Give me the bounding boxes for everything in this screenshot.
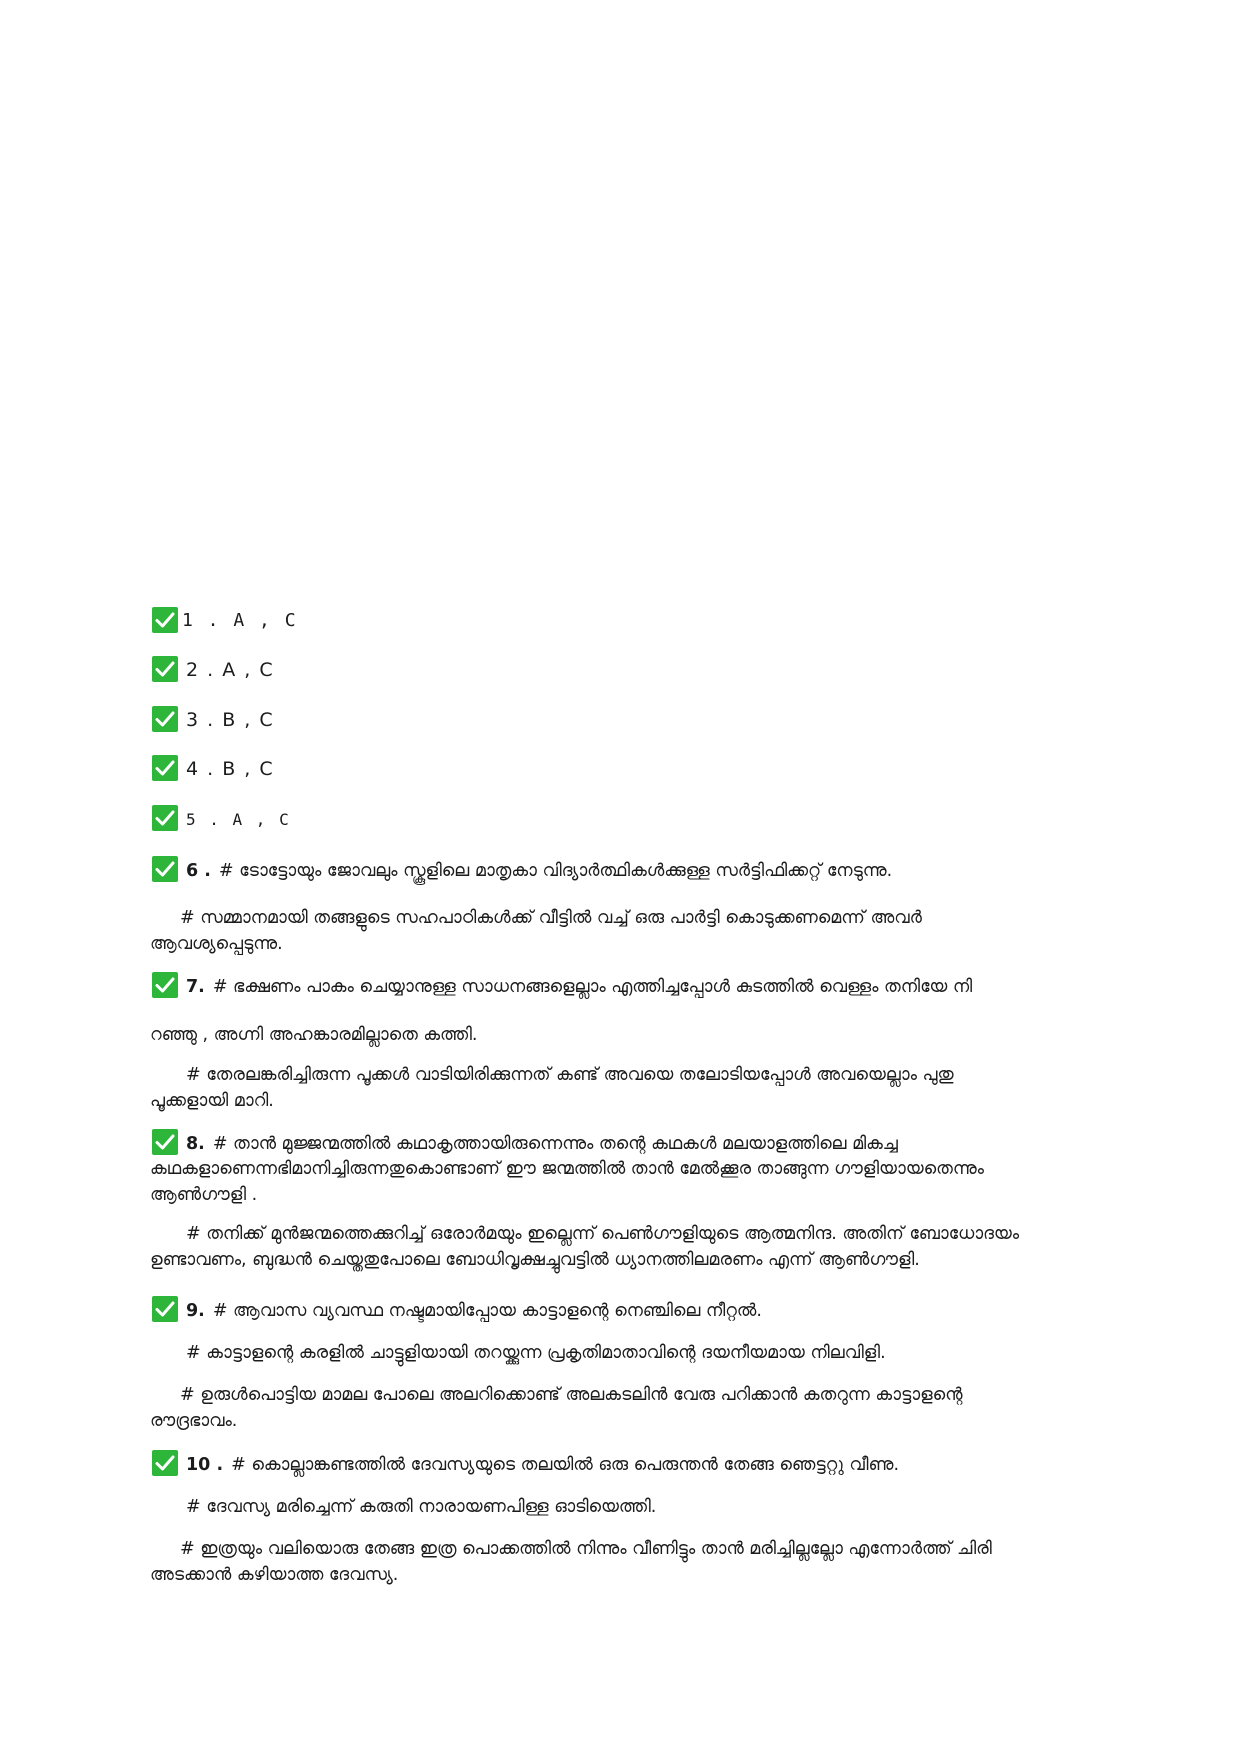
check-box-icon (152, 706, 178, 732)
answer-8-number: 8. (186, 1134, 205, 1154)
check-box-icon (152, 856, 178, 882)
check-box-icon (152, 607, 178, 633)
answer-9-line-1: 9. # ആവാസ വ്യവസ്ഥ നഷ്ടമായിപ്പോയ കാട്ടാളന്റെ നെഞ്ചിലെ നീറ്റൽ. (186, 1301, 762, 1321)
answer-4: 4 . B , C (186, 758, 275, 780)
answer-10-line-3: # ഇത്രയും വലിയൊരു തേങ്ങ ഇത്ര പൊക്കത്തിൽ നിന്നും വീണിട്ടും താൻ മരിച്ചില്ലല്ലോ എന്നോർത്ത് ചിരി (180, 1539, 992, 1559)
answer-7-number: 7. (186, 977, 205, 997)
answer-10-line-2: # ദേവസ്യ മരിച്ചെന്ന് കരുതി നാരായണപിള്ള ഓടിയെത്തി. (186, 1497, 657, 1517)
answer-8-line-1: 8. # താൻ മുജ്ജന്മത്തിൽ കഥാകൃത്തായിരുന്നെന്നും തന്റെ കഥകൾ മലയാളത്തിലെ മികച്ച (186, 1134, 898, 1154)
answer-7-line-1: 7. # ഭക്ഷണം പാകം ചെയ്യാനുള്ള സാധനങ്ങളെല്ലാം എത്തിച്ചപ്പോൾ കുടത്തിൽ വെള്ളം തനിയേ നി (186, 977, 973, 997)
answer-8-line-2: കഥകളാണെന്നഭിമാനിച്ചിരുന്നതുകൊണ്ടാണ് ഈ ജന്മത്തിൽ താൻ മേൽക്കൂര താങ്ങുന്ന ഗൗളിയായതെന്നും (150, 1159, 985, 1179)
answer-3: 3 . B , C (186, 709, 275, 731)
answer-1: 1 . A , C (182, 610, 298, 631)
answer-9-number: 9. (186, 1301, 205, 1321)
answer-6-line-1: 6 . # ടോട്ടോയും ജോവലും സ്കൂളിലെ മാതൃകാ വിദ്യാർത്ഥികൾക്കുള്ള സർട്ടിഫിക്കറ്റ് നേടുന്നു. (186, 861, 893, 881)
answer-7-line-4: പൂക്കളായി മാറി. (150, 1091, 274, 1111)
answer-8-line-5: ഉണ്ടാവണം, ബുദ്ധൻ ചെയ്തതുപോലെ ബോധിവൃക്ഷച്ചുവട്ടിൽ ധ്യാനത്തിലമരണം എന്ന് ആൺഗൗളി. (150, 1250, 920, 1270)
answer-8-line-3: ആൺഗൗളി . (150, 1185, 258, 1205)
answer-5: 5 . A , C (186, 810, 291, 829)
answer-6-line-3: ആവശ്യപ്പെടുന്നു. (150, 934, 283, 954)
answer-7-line-3: # തേരലങ്കരിച്ചിരുന്ന പൂക്കൾ വാടിയിരിക്കുന്നത് കണ്ട് അവയെ തലോടിയപ്പോൾ അവയെല്ലാം പുതു (186, 1065, 954, 1085)
answer-9-line-3: # ഉരുൾപൊട്ടിയ മാമല പോലെ അലറിക്കൊണ്ട് അലകടലിൻ വേരു പറിക്കാൻ കതറുന്ന കാട്ടാളന്റെ (180, 1385, 963, 1405)
answer-10-line-1: 10 . # കൊല്ലാങ്കണ്ടത്തിൽ ദേവസ്യയുടെ തലയിൽ ഒരു പെരുന്തൻ തേങ്ങ ഞെട്ടറ്റു വീണു. (186, 1455, 900, 1475)
answer-10-line-4: അടക്കാൻ കഴിയാത്ത ദേവസ്യ. (150, 1565, 399, 1585)
answer-10-number: 10 . (186, 1455, 224, 1475)
check-box-icon (152, 1450, 178, 1476)
answer-9-line-4: രൗദ്രഭാവം. (150, 1411, 238, 1431)
answer-6-line-2: # സമ്മാനമായി തങ്ങളുടെ സഹപാഠികൾക്ക് വീട്ടിൽ വച്ച് ഒരു പാർട്ടി കൊടുക്കണമെന്ന് അവർ (180, 908, 922, 928)
answer-9-line-2: # കാട്ടാളന്റെ കരളിൽ ചാട്ടുളിയായി തറയ്ക്കുന്ന പ്രകൃതിമാതാവിന്റെ ദയനീയമായ നിലവിളി. (186, 1343, 886, 1363)
check-box-icon (152, 1296, 178, 1322)
answer-6-number: 6 . (186, 861, 211, 881)
answer-7-line-2: റഞ്ഞു , അഗ്നി അഹങ്കാരമില്ലാതെ കത്തി. (150, 1025, 478, 1045)
check-box-icon (152, 972, 178, 998)
check-box-icon (152, 805, 178, 831)
check-box-icon (152, 1129, 178, 1155)
check-box-icon (152, 656, 178, 682)
answer-2: 2 . A , C (186, 659, 275, 681)
check-box-icon (152, 755, 178, 781)
answer-8-line-4: # തനിക്ക് മുൻജന്മത്തെക്കുറിച്ച് ഒരോർമയും ഇല്ലെന്ന് പെൺഗൗളിയുടെ ആത്മനിന്ദ. അതിന് ബോധോദയം (186, 1224, 1020, 1244)
